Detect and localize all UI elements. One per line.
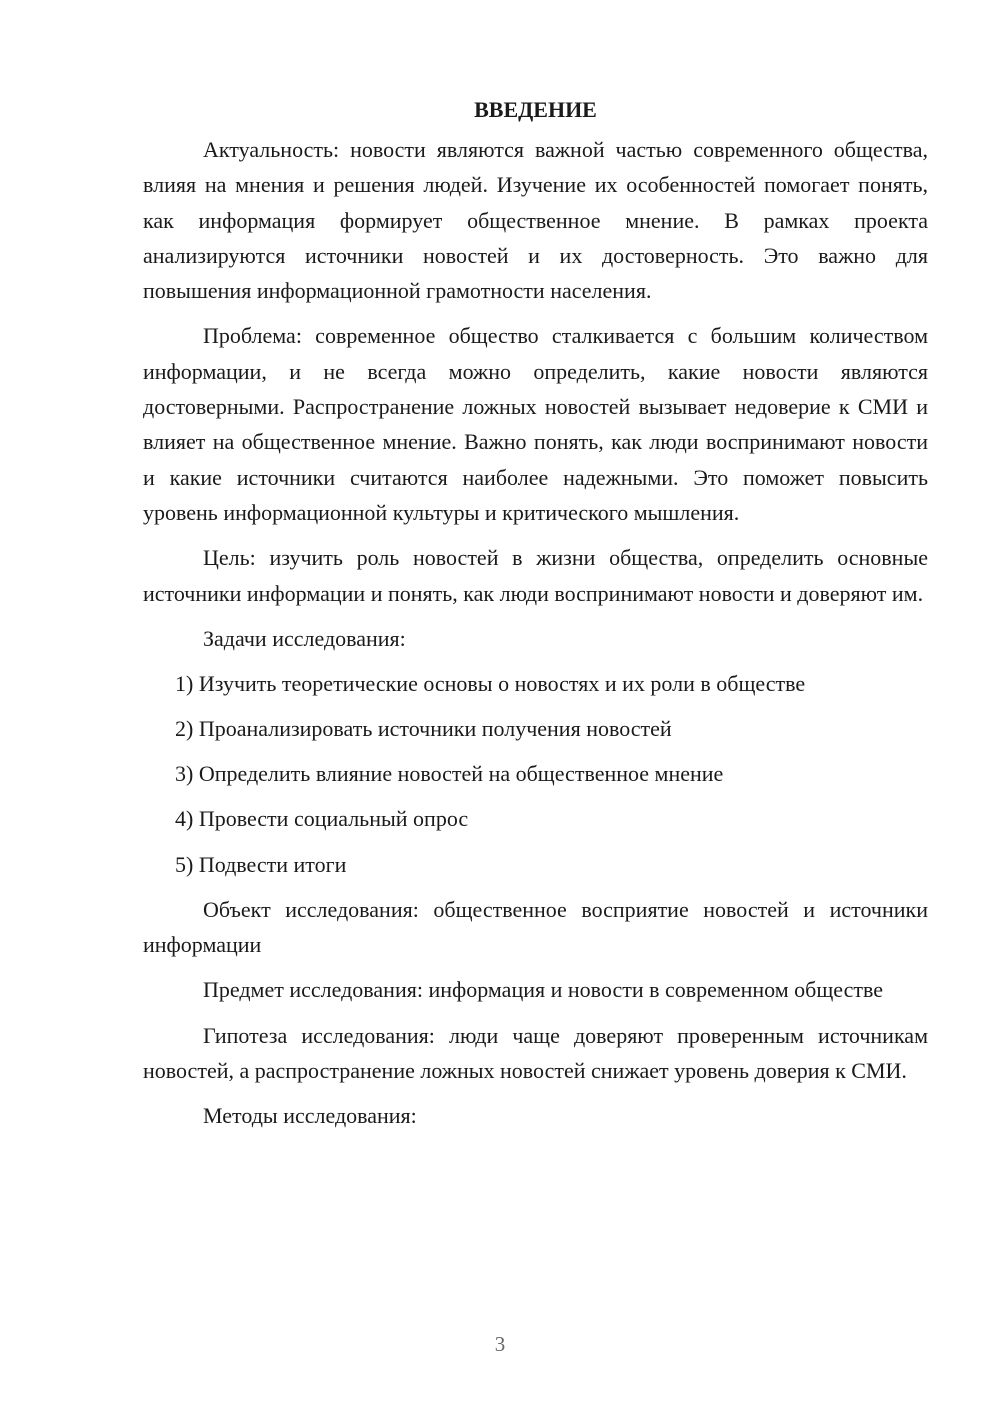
object-paragraph: Объект исследования: общественное восприятие новостей и источники информации bbox=[143, 896, 928, 957]
hypothesis-paragraph: Гипотеза исследования: люди чаще доверяют проверенным источникам новостей, а распространение ложных новостей снижает уровень доверия к СМИ. bbox=[143, 1022, 928, 1083]
list-item: 1) Изучить теоретические основы о новостях и их роли в обществе bbox=[175, 671, 806, 697]
page-number: 3 bbox=[494, 1332, 506, 1356]
list-item: 2) Проанализировать источники получения новостей bbox=[175, 716, 672, 742]
problem-paragraph: Проблема: современное общество сталкивается с большим количеством информации, и не всегда можно определить, какие новости являются достоверными. Распространение ложных новостей вызывает недоверие к СМИ и влияет на общественное мнение. Важно понять, как люди воспринимают новости и какие источники считаются наиболее надежными. Это поможет повысить уровень информационной культуры и критического мышления. bbox=[143, 323, 928, 525]
goal-paragraph: Цель: изучить роль новостей в жизни общества, определить основные источники информации и понять, как люди воспринимают новости и доверяют им. bbox=[143, 545, 928, 606]
relevance-paragraph: Актуальность: новости являются важной частью современного общества, влияя на мнения и решения людей. Изучение их особенностей помогает понять, как информация формирует общественное мнение. В рамках проекта анализируются источники новостей и их достоверность. Это важно для повышения информационной грамотности населения. bbox=[143, 137, 928, 304]
list-item: 5) Подвести итоги bbox=[175, 851, 347, 877]
tasks-list bbox=[143, 666, 928, 882]
list-item: 4) Провести социальный опрос bbox=[175, 806, 469, 832]
methods-title: Методы исследования: bbox=[203, 1103, 417, 1129]
list-item: 3) Определить влияние новостей на общественное мнение bbox=[175, 761, 724, 787]
section-heading: ВВЕДЕНИЕ bbox=[474, 97, 597, 122]
tasks-title: Задачи исследования: bbox=[203, 625, 406, 651]
document-page bbox=[143, 92, 928, 1143]
subject-paragraph: Предмет исследования: информация и новости в современном обществе bbox=[203, 977, 883, 1003]
